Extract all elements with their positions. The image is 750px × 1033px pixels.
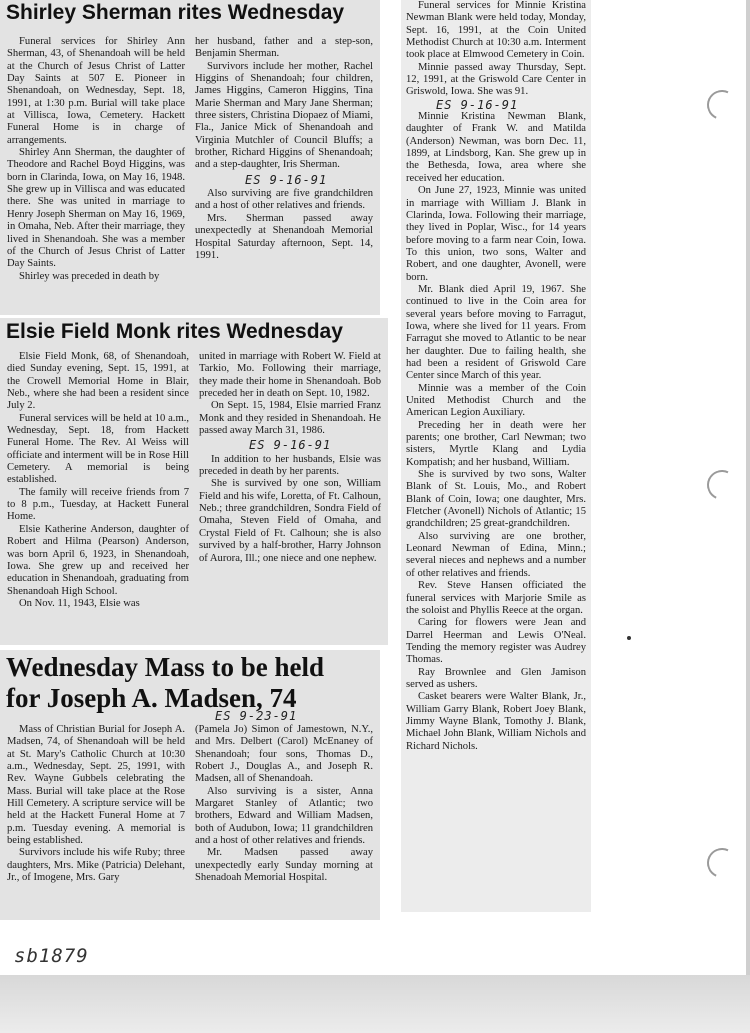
column [195, 36, 373, 283]
paragraph: Also surviving are five grandchildren and a host of other relatives and friends. [195, 188, 373, 212]
handwritten-date: ES 9-16-91 [245, 172, 328, 187]
paragraph: Minnie was a member of the Coin United Methodist Church and the American Legion Auxiliary. [406, 382, 586, 419]
paragraph: Shirley was preceded in death by [19, 270, 160, 282]
paragraph: Caring for flowers were Jean and Darrel Heerman and Lewis O'Neal. Tending the memory register was Audrey Thomas. [406, 617, 586, 666]
paragraph: Shirley Ann Sherman, the daughter of Theodore and Rachel Boyd Higgins, was born in Clarinda, Iowa, on May 16, 1948. She grew up in Villisca and was educated there. She was united in marriage to Henry Joseph Sherman on May 16, 1969, in Omaha, Neb. After their marriage, they lived in Shenandoah. She was a member of the Church of Jesus Christ of Latter Day Saints. [7, 147, 185, 270]
paragraph: Rev. Steve Hansen officiated the funeral services with Marjorie Smile as the soloist and Phyllis Reece at the organ. [406, 580, 586, 616]
headline-line: Wednesday Mass to be held [6, 652, 325, 682]
clipping-shirley-sherman [0, 0, 380, 315]
headline: Elsie Field Monk rites Wednesday [6, 320, 343, 343]
paragraph: Casket bearers were Walter Blank, Jr., William Garry Blank, Robert Joey Blank, Jimmy Wayne Blank, Tomothy J. Blank, Michael John Blank, William Nichols and Richard Nichols. [406, 691, 586, 752]
paragraph: On Sept. 15, 1984, Elsie married Franz Monk and they resided in Shenandoah. He passed away March 31, 1986. [199, 400, 381, 437]
paragraph: In addition to her husbands, Elsie was preceded in death by her parents. [199, 453, 381, 478]
column [195, 724, 373, 884]
paragraph: Mr. Madsen passed away unexpectedly early Sunday morning at Shenadoah Memorial Hospital. [195, 847, 373, 884]
paragraph: (Pamela Jo) Simon of Jamestown, N.Y., and Mrs. Delbert (Carol) McEnaney of Shenandoah; four sons, Thomas D., Robert J., Douglas A., and Joseph R. Madsen, all of Shenandoah. [195, 724, 373, 785]
page-edge [746, 0, 750, 975]
paragraph: Also surviving is a sister, Anna Margaret Stanley of Atlantic; two brothers, Edward and William Madsen, both of Audubon, Iowa; 11 grandchildren and a host of other relatives and friends. [195, 785, 373, 847]
paragraph: Elsie Field Monk, 68, of Shenandoah, died Sunday evening, Sept. 15, 1991, at the Crowell Memorial Home in Blair, Neb., where she had been a resident since July 2. [7, 351, 189, 412]
handwritten-date: ES 9-23-91 [215, 709, 298, 723]
paragraph: Minnie passed away Thursday, Sept. 12, 1991, at the Griswold Care Center in Griswold, Iowa. She was 91. [406, 61, 586, 98]
punch-hole-mark [703, 466, 741, 504]
paragraph: Minnie Kristina Newman Blank, daughter of Frank W. and Matilda (Anderson) Newman, was born Dec. 11, 1899, at Lindsborg, Kan. She grew up in the Bethesda, Iowa, area where she received her education. [406, 111, 586, 184]
handwritten-date: ES 9-16-91 [249, 438, 332, 453]
scan-bed-shadow [0, 975, 750, 1033]
column [199, 351, 381, 610]
paragraph: The family will receive friends from 7 to 8 p.m., Tuesday, at Hackett Funeral Home. [7, 486, 189, 523]
headline-line: for Joseph A. Madsen, 74 [6, 683, 297, 713]
headline [0, 650, 380, 714]
clipping-joseph-madsen [0, 650, 380, 920]
punch-hole-mark [703, 844, 741, 882]
paragraph: Mass of Christian Burial for Joseph A. Madsen, 74, of Shenandoah will be held at St. Mary's Catholic Church at 10:30 a.m., Wednesday, Sept. 25, 1991, with Rev. Wayne Gubbels celebrating the Mass. Burial will take place at the Rose Hill Cemetery. A scripture service will be held at the Hackett Funeral Home at 7 p.m. Tuesday evening. A memorial is being established. [7, 724, 185, 847]
paragraph: Funeral services for Minnie Kristina Newman Blank were held today, Monday, Sept. 16, 1991, at the Coin United Methodist Church at 10:30 a.m. Interment took place at Elmwood Cemetery in Coin. [406, 0, 586, 61]
column [7, 36, 185, 283]
paragraph: She is survived by one son, William Field and his wife, Loretta, of Ft. Calhoun, Neb.; three grandchildren, Sondra Field of Omaha, Steven Field of Omaha, and Crystal Field of Ft. Calhoun; she is also survived by a half-brother, Harry Johnson of Aurora, Ill.; one niece and one nephew. [199, 478, 381, 564]
paragraph: her husband, father and a step-son, Benjamin Sherman. [195, 36, 373, 60]
paragraph: Also surviving are one brother, Leonard Newman of Edina, Minn.; several nieces and nephews and a number of other relatives and friends. [406, 530, 586, 579]
clipping-minnie-blank [401, 0, 591, 912]
punch-hole-mark [703, 86, 741, 124]
clipping-elsie-field-monk [0, 318, 388, 645]
paragraph: Elsie Katherine Anderson, daughter of Robert and Hilma (Pearson) Anderson, was born April 6, 1923, in Shenandoah, Iowa. She grew up and received her education in Shenandoah, graduating from Shenandoah High School. [7, 523, 189, 597]
paragraph: On June 27, 1923, Minnie was united in marriage with William J. Blank in Clarinda, Iowa. Following their marriage, they lived in Poplar, Wisc., for 14 years before moving to a farm near Coin, Iowa. To this union, two sons, Walter and Robert, and one daughter, Avonell, were born. [406, 185, 586, 283]
paragraph: Ray Brownlee and Glen Jamison served as ushers. [406, 666, 586, 690]
paragraph: Survivors include his wife Ruby; three daughters, Mrs. Mike (Patricia) Delehant, Jr., of Imogene, Mrs. Gary [7, 847, 185, 884]
column [401, 0, 591, 753]
handwritten-date: ES 9-16-91 [436, 97, 519, 112]
paragraph: On Nov. 11, 1943, Elsie was [19, 597, 140, 609]
column [7, 351, 189, 610]
column [7, 724, 185, 884]
paragraph: Preceding her in death were her parents; one brother, Carl Newman; two sisters, Myrtle Klang and Lydia Kompatish; and her husband, William. [406, 419, 586, 468]
headline: Shirley Sherman rites Wednesday [6, 1, 345, 24]
paragraph: Mr. Blank died April 19, 1967. She continued to live in the Coin area for several years before moving to Farragut, Iowa, where she lived for 11 years. From Farragut she moved to Atlantic to be near her daughter. Due to failing health, she had been a resident of Griswold Care Center since March of this year. [406, 283, 586, 382]
paragraph: Survivors include her mother, Rachel Higgins of Shenandoah; four children, James Higgins, Cameron Higgins, Tina Marie Sherman and Mary Jane Sherman; three sisters, Christina Diopaez of Miami, Fla., Janice Mick of Shenandoah and Virginia Mutchler of Council Bluffs; a brother, Richard Higgins of Shenandoah; and a step-daughter, Iris Sherman. [195, 60, 373, 171]
handwritten-folio-note: sb1879 [14, 945, 89, 967]
speck [627, 636, 631, 640]
paragraph: Funeral services for Shirley Ann Sherman, 43, of Shenandoah will be held at the Church of Jesus Christ of Latter Day Saints at 507 E. Pioneer in Shenandoah, on Wednesday, Sept. 18, 1991, at 1:30 p.m. Burial will take place at Villisca, Iowa, Cemetery. Hackett Funeral Home is in charge of arrangements. [7, 36, 185, 146]
paragraph: She is survived by two sons, Walter Blank of St. Louis, Mo., and Robert Blank of Coin, Iowa; one daughter, Mrs. Fletcher (Avonell) Nichols of Atlantic; 15 grandchildren; 25 great-grandchildren. [406, 469, 586, 530]
paragraph: united in marriage with Robert W. Field at Tarkio, Mo. Following their marriage, they made their home in Shenandoah. Bob preceded her in death on Sept. 10, 1982. [199, 351, 381, 400]
paragraph: Funeral services will be held at 10 a.m., Wednesday, Sept. 18, from Hackett Funeral Home. The Rev. Al Weiss will officiate and interment will be in Rose Hill Cemetery. A memorial is being established. [7, 412, 189, 486]
paragraph: Mrs. Sherman passed away unexpectedly at Shenandoah Memorial Hospital Saturday afternoon, Sept. 14, 1991. [195, 212, 373, 261]
